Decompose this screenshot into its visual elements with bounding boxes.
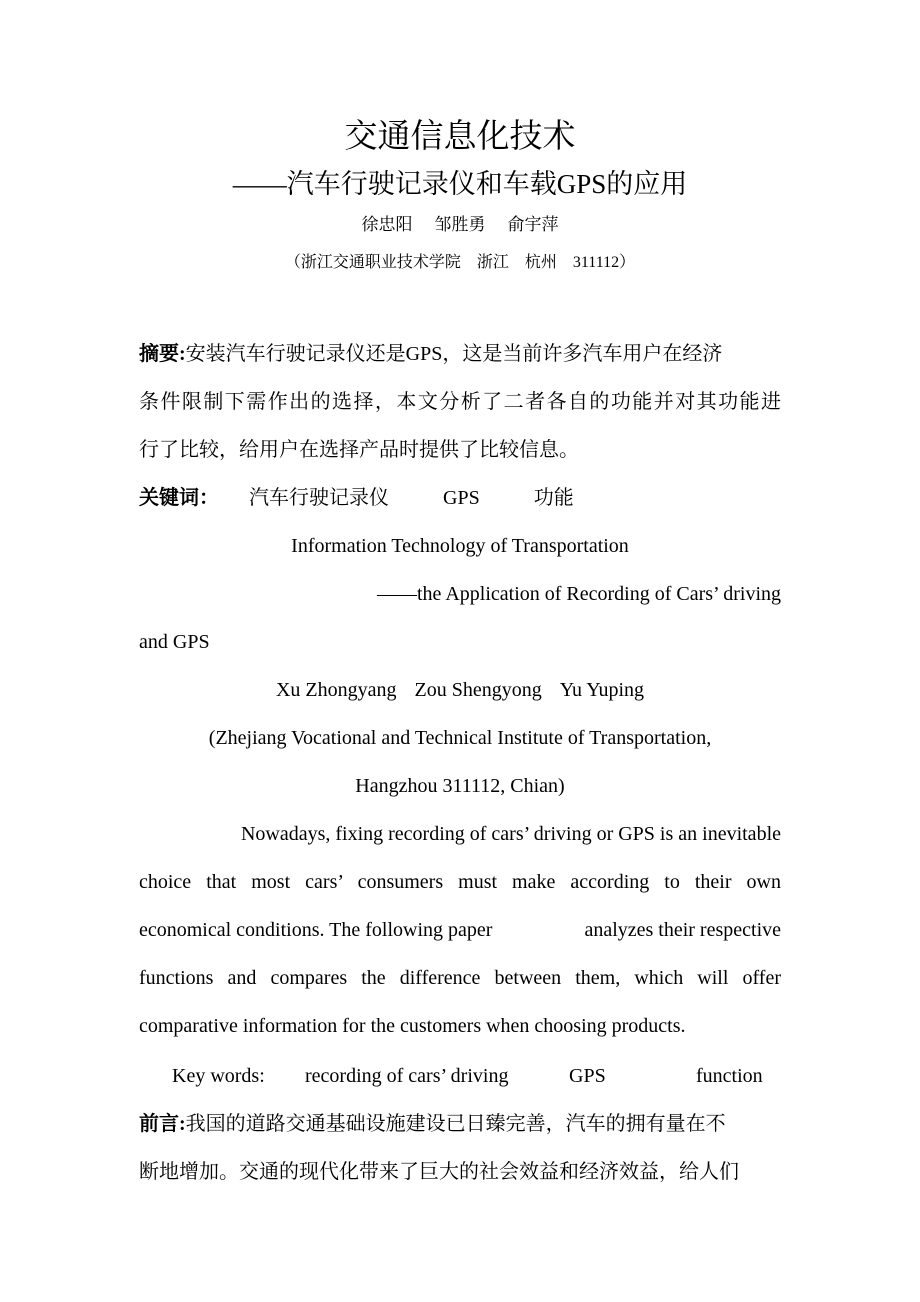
preface-cn-label: 前言: (139, 1113, 186, 1135)
keyword-cn: 汽车行驶记录仪 (249, 487, 389, 509)
abstract-en-segment: economical conditions. The following paper (139, 919, 493, 941)
abstract-cn-line: 条件限制下需作出的选择，本文分析了二者各自的功能并对其功能进 (139, 391, 781, 413)
affiliation-en-line: Hangzhou 311112, Chian) (355, 775, 565, 797)
title-en: Information Technology of Transportation (291, 535, 629, 557)
abstract-cn-text: 安装汽车行驶记录仪还是GPS，这是当前许多汽车用户在经济 (185, 343, 723, 365)
author-cn: 徐忠阳 (361, 215, 413, 234)
keyword-en: function (696, 1065, 763, 1087)
affiliation-cn: （浙江交通职业技术学院 浙江 杭州 311112） (284, 254, 636, 271)
abstract-cn-line (139, 340, 781, 368)
authors-en (139, 676, 781, 704)
abstract-en-segment: analyzes their respective (584, 919, 781, 941)
preface-cn-line (139, 1110, 781, 1138)
preface-cn-text: 我国的道路交通基础设施建设已日臻完善，汽车的拥有量在不 (185, 1113, 726, 1135)
authors-cn (0, 212, 920, 238)
author-cn: 俞宇萍 (507, 215, 559, 234)
preface-cn-line: 断地增加。交通的现代化带来了巨大的社会效益和经济效益，给人们 (139, 1161, 739, 1183)
abstract-cn-label: 摘要: (139, 343, 186, 365)
abstract-en-line (139, 916, 781, 944)
abstract-en-line: functions and compares the difference between them, which will offer (139, 967, 781, 989)
abstract-cn-line: 行了比较，给用户在选择产品时提供了比较信息。 (139, 439, 579, 461)
keyword-en: GPS (569, 1065, 606, 1087)
keyword-cn: GPS (443, 487, 480, 509)
author-en: Yu Yuping (559, 679, 645, 701)
subtitle-cn: ——汽车行驶记录仪和车载GPS的应用 (232, 169, 688, 199)
subtitle-en-line: ——the Application of Recording of Cars’ driving (377, 583, 781, 605)
affiliation-en-line: (Zhejiang Vocational and Technical Institute of Transportation, (208, 727, 712, 749)
author-en: Zou Shengyong (414, 679, 542, 701)
keywords-cn-label: 关键词： (139, 487, 219, 509)
abstract-en-line: Nowadays, fixing recording of cars’ driving or GPS is an inevitable (240, 823, 781, 845)
author-cn: 邹胜勇 (434, 215, 486, 234)
subtitle-en-line: and GPS (139, 631, 210, 653)
keyword-cn: 功能 (533, 487, 574, 509)
keywords-en-label: Key words: (172, 1065, 265, 1087)
title-cn: 交通信息化技术 (344, 116, 576, 155)
keyword-en: recording of cars’ driving (305, 1065, 509, 1087)
keywords-cn (139, 484, 781, 512)
abstract-en-line: choice that most cars’ consumers must make according to their own (139, 871, 781, 893)
author-en: Xu Zhongyang (275, 679, 397, 701)
abstract-en-line: comparative information for the customers when choosing products. (139, 1015, 686, 1037)
